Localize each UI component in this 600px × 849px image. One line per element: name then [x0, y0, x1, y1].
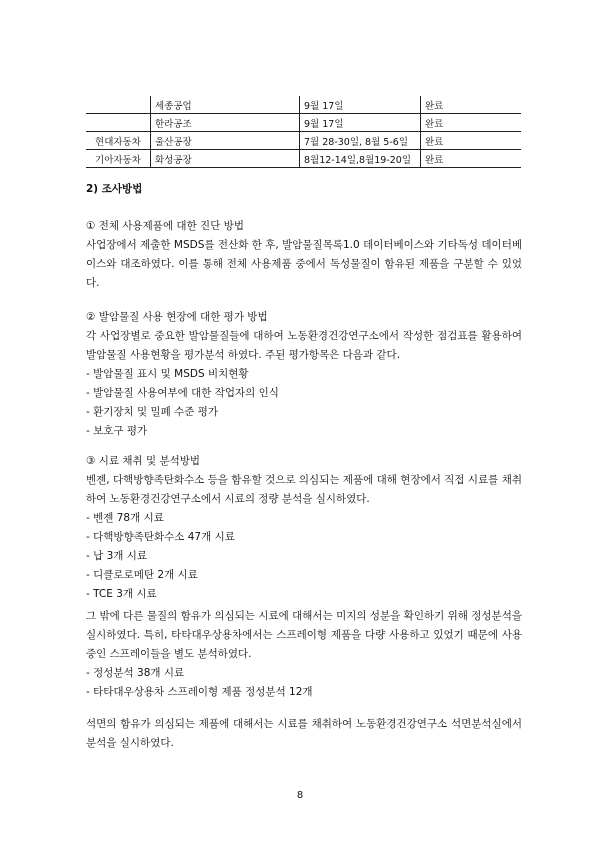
company-cell: 현대자동차 — [86, 132, 151, 150]
status-cell: 완료 — [421, 132, 522, 150]
page-number: 8 — [296, 790, 304, 801]
item1-block — [86, 217, 522, 293]
status-cell: 완료 — [421, 114, 522, 132]
para4-block — [86, 607, 522, 702]
status-cell: 완료 — [421, 96, 522, 114]
list-item: - 디클로로메탄 2개 시료 — [86, 569, 198, 581]
para5-body: 석면의 함유가 의심되는 제품에 대해서는 시료를 채취하여 노동환경건강연구소 석면분석실에서 분석을 실시하였다. — [86, 718, 522, 749]
list-item: - 발암물질 사용여부에 대한 작업자의 인식 — [86, 387, 279, 399]
plant-cell: 세종공업 — [151, 96, 300, 114]
para4-body: 그 밖에 다른 물질의 함유가 의심되는 시료에 대해서는 미지의 성분을 확인하기 위해 정성분석을 실시하였다. 특히, 타타대우상용차에서는 스프레이형 제품을 다량 사용하고 있었기 때문에 사용 중인 스프레이들을 별도 분석하였다. — [86, 610, 522, 660]
date-cell: 7월 28-30일, 8월 5-6일 — [300, 132, 421, 150]
date-cell: 8월12-14일,8월19-20일 — [300, 150, 421, 168]
section-heading: 2) 조사방법 — [86, 183, 143, 195]
date-cell: 9월 17일 — [300, 114, 421, 132]
table-row — [86, 114, 521, 132]
status-cell: 완료 — [421, 150, 522, 168]
list-item: - 다핵방향족탄화수소 47개 시료 — [86, 531, 235, 543]
company-cell — [86, 96, 151, 114]
list-item: - 벤젠 78개 시료 — [86, 512, 164, 524]
company-cell — [86, 114, 151, 132]
table-row — [86, 96, 521, 114]
item2-body: 각 사업장별로 중요한 발암물질들에 대하여 노동환경건강연구소에서 작성한 점검표를 활용하여 발암물질 사용현황을 평가분석 하였다. 주된 평가항목은 다음과 같다. — [86, 330, 522, 361]
list-item: - 납 3개 시료 — [86, 550, 148, 562]
table-row — [86, 150, 521, 168]
item1-body: 사업장에서 제출한 MSDS를 전산화 한 후, 발암물질목록1.0 데이터베이스와 기타독성 데이터베이스와 대조하였다. 이를 통해 전체 사용제품 중에서 독성물질이 함유된 제품을 구분할 수 있었다. — [86, 239, 522, 289]
list-item: - 환기장치 및 밀폐 수준 평가 — [86, 406, 219, 418]
item1-title: ① 전체 사용제품에 대한 진단 방법 — [86, 220, 244, 232]
item2-block — [86, 308, 522, 441]
table-row — [86, 132, 521, 150]
list-item: - 정성분석 38개 시료 — [86, 667, 185, 679]
schedule-table — [86, 96, 521, 168]
date-cell: 9월 17일 — [300, 96, 421, 114]
plant-cell: 울산공장 — [151, 132, 300, 150]
item3-block — [86, 452, 522, 604]
para5-block — [86, 715, 522, 753]
list-item: - TCE 3개 시료 — [86, 588, 157, 600]
list-item: - 보호구 평가 — [86, 425, 148, 437]
list-item: - 타타대우상용차 스프레이형 제품 정성분석 12개 — [86, 686, 313, 698]
plant-cell: 화성공장 — [151, 150, 300, 168]
item3-body: 벤젠, 다핵방향족탄화수소 등을 함유할 것으로 의심되는 제품에 대해 현장에서 직접 시료를 채취하여 노동환경건강연구소에서 시료의 정량 분석을 실시하였다. — [86, 474, 522, 505]
plant-cell: 한라공조 — [151, 114, 300, 132]
list-item: - 발암물질 표시 및 MSDS 비치현황 — [86, 368, 249, 380]
item3-title: ③ 시료 채취 및 분석방법 — [86, 455, 201, 467]
item2-title: ② 발암물질 사용 현장에 대한 평가 방법 — [86, 311, 268, 323]
company-cell: 기아자동차 — [86, 150, 151, 168]
